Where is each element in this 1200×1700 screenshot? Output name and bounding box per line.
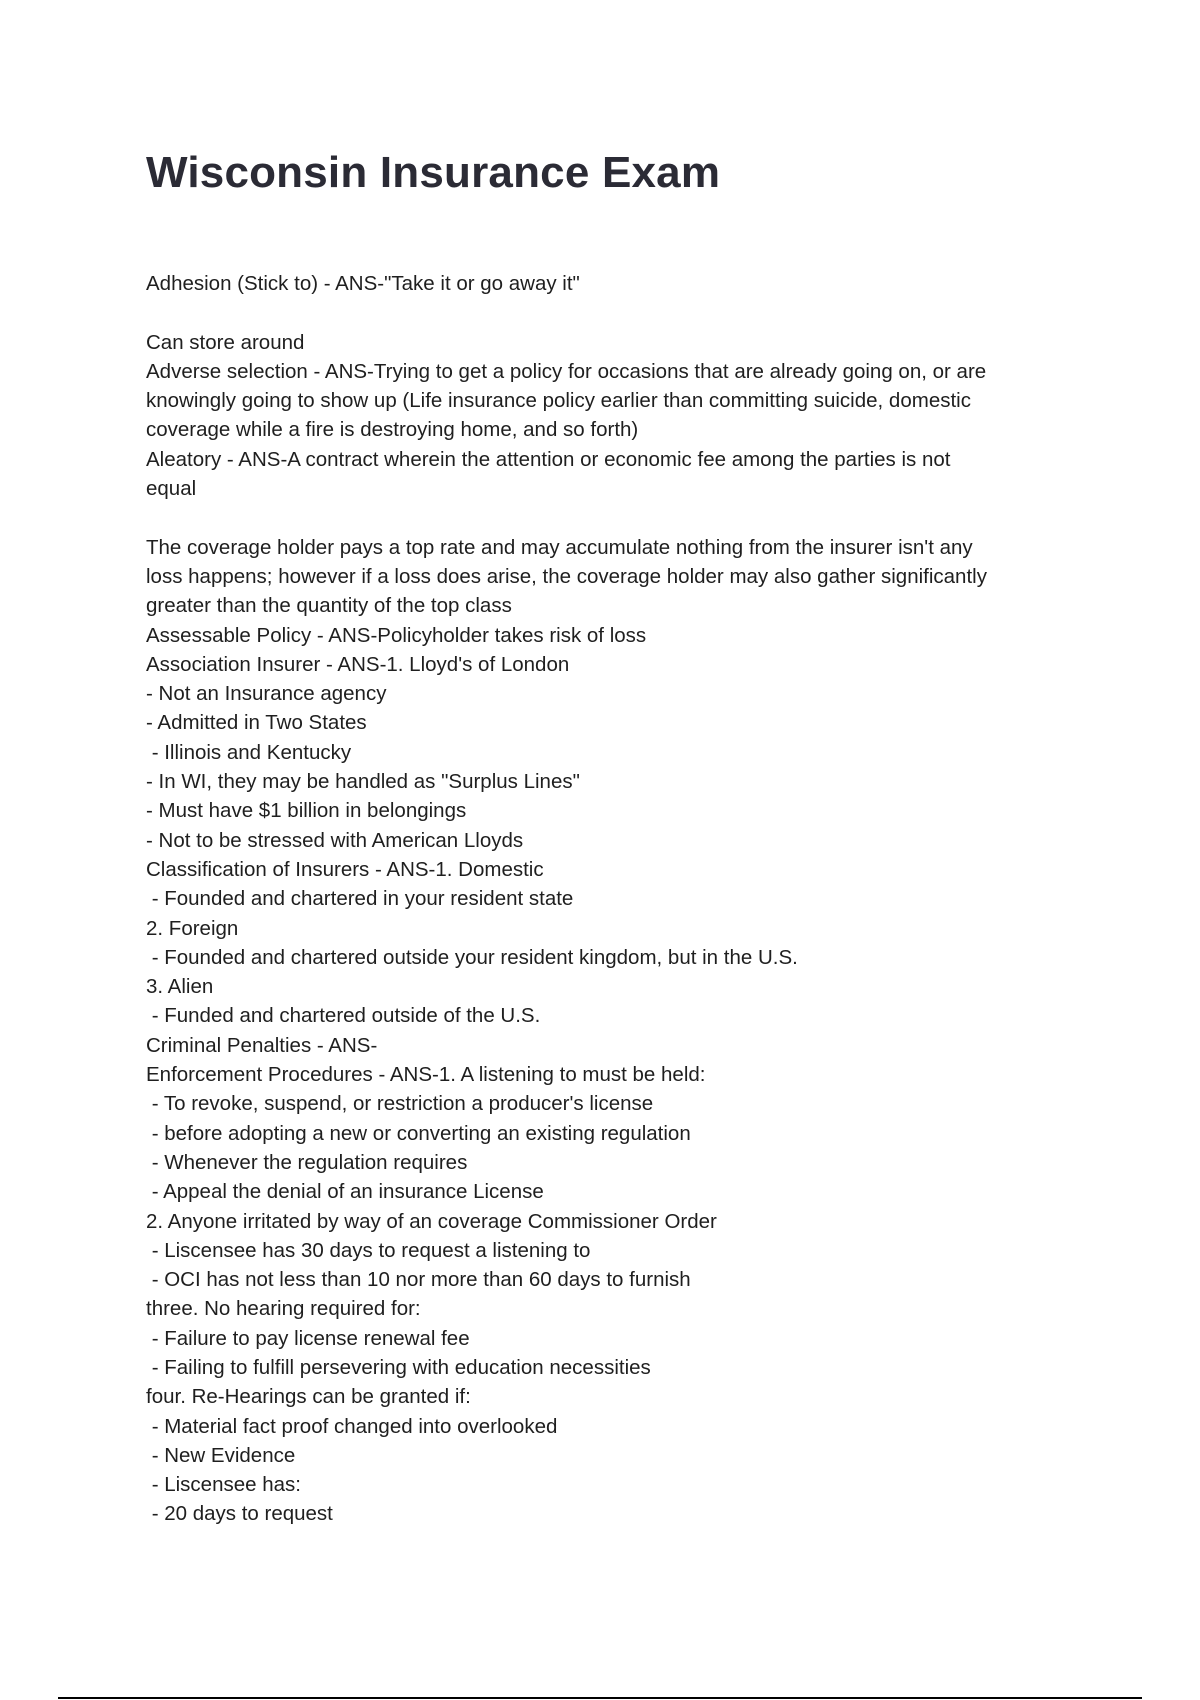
text-line: coverage while a fire is destroying home, and so forth) [146, 418, 639, 442]
text-line: - Not an Insurance agency [146, 682, 387, 706]
text-line: - Liscensee has 30 days to request a listening to [146, 1238, 591, 1262]
text-line: - before adopting a new or converting an existing regulation [146, 1121, 691, 1145]
text-line: Enforcement Procedures - ANS-1. A listening to must be held: [146, 1063, 706, 1087]
text-line: - To revoke, suspend, or restriction a producer's license [146, 1092, 654, 1116]
text-line: Adverse selection - ANS-Trying to get a policy for occasions that are already going on, or are [146, 359, 987, 383]
text-line: Aleatory - ANS-A contract wherein the attention or economic fee among the parties is not [146, 447, 951, 471]
text-line: Criminal Penalties - ANS- [146, 1033, 378, 1057]
text-line: 3. Alien [146, 975, 214, 999]
text-line: - Funded and chartered outside of the U.S. [146, 1004, 541, 1028]
text-line: - Illinois and Kentucky [146, 740, 352, 764]
text-line: three. No hearing required for: [146, 1297, 421, 1321]
text-line: - Material fact proof changed into overlooked [146, 1414, 558, 1438]
text-line: - Must have $1 billion in belongings [146, 799, 467, 823]
text-line: - Whenever the regulation requires [146, 1150, 468, 1174]
text-line: - Not to be stressed with American Lloyds [146, 828, 524, 852]
text-line: loss happens; however if a loss does arise, the coverage holder may also gather significantly [146, 564, 987, 588]
blank-line [146, 503, 1076, 532]
text-line: - Failing to fulfill persevering with education necessities [146, 1355, 651, 1379]
text-line: Assessable Policy - ANS-Policyholder takes risk of loss [146, 623, 647, 647]
text-line: 2. Foreign [146, 916, 239, 940]
text-line: - Appeal the denial of an insurance License [146, 1180, 544, 1204]
text-line: - 20 days to request [146, 1502, 333, 1526]
blank-line [146, 298, 1076, 327]
text-line: knowingly going to show up (Life insurance policy earlier than committing suicide, domestic [146, 389, 971, 413]
document-body [146, 269, 1076, 1529]
text-line: four. Re-Hearings can be granted if: [146, 1385, 471, 1409]
text-line: greater than the quantity of the top class [146, 594, 512, 618]
footer-divider [58, 1697, 1142, 1699]
text-line: Classification of Insurers - ANS-1. Domestic [146, 857, 544, 881]
text-line: - OCI has not less than 10 nor more than 60 days to furnish [146, 1268, 691, 1292]
text-line: - New Evidence [146, 1443, 296, 1467]
text-line: The coverage holder pays a top rate and may accumulate nothing from the insurer isn't any [146, 535, 973, 559]
text-line: - Liscensee has: [146, 1473, 301, 1497]
text-line: Association Insurer - ANS-1. Lloyd's of London [146, 652, 570, 676]
text-line: Can store around [146, 330, 305, 354]
text-line: - In WI, they may be handled as "Surplus Lines" [146, 770, 580, 794]
text-line: - Founded and chartered outside your resident kingdom, but in the U.S. [146, 945, 798, 969]
text-line: 2. Anyone irritated by way of an coverage Commissioner Order [146, 1209, 717, 1233]
text-line: Adhesion (Stick to) - ANS-"Take it or go away it" [146, 272, 580, 295]
text-line: - Founded and chartered in your resident state [146, 887, 574, 911]
text-line: equal [146, 477, 197, 501]
document-title: Wisconsin Insurance Exam [146, 148, 721, 197]
text-line: - Admitted in Two States [146, 711, 367, 735]
text-line: - Failure to pay license renewal fee [146, 1326, 470, 1350]
